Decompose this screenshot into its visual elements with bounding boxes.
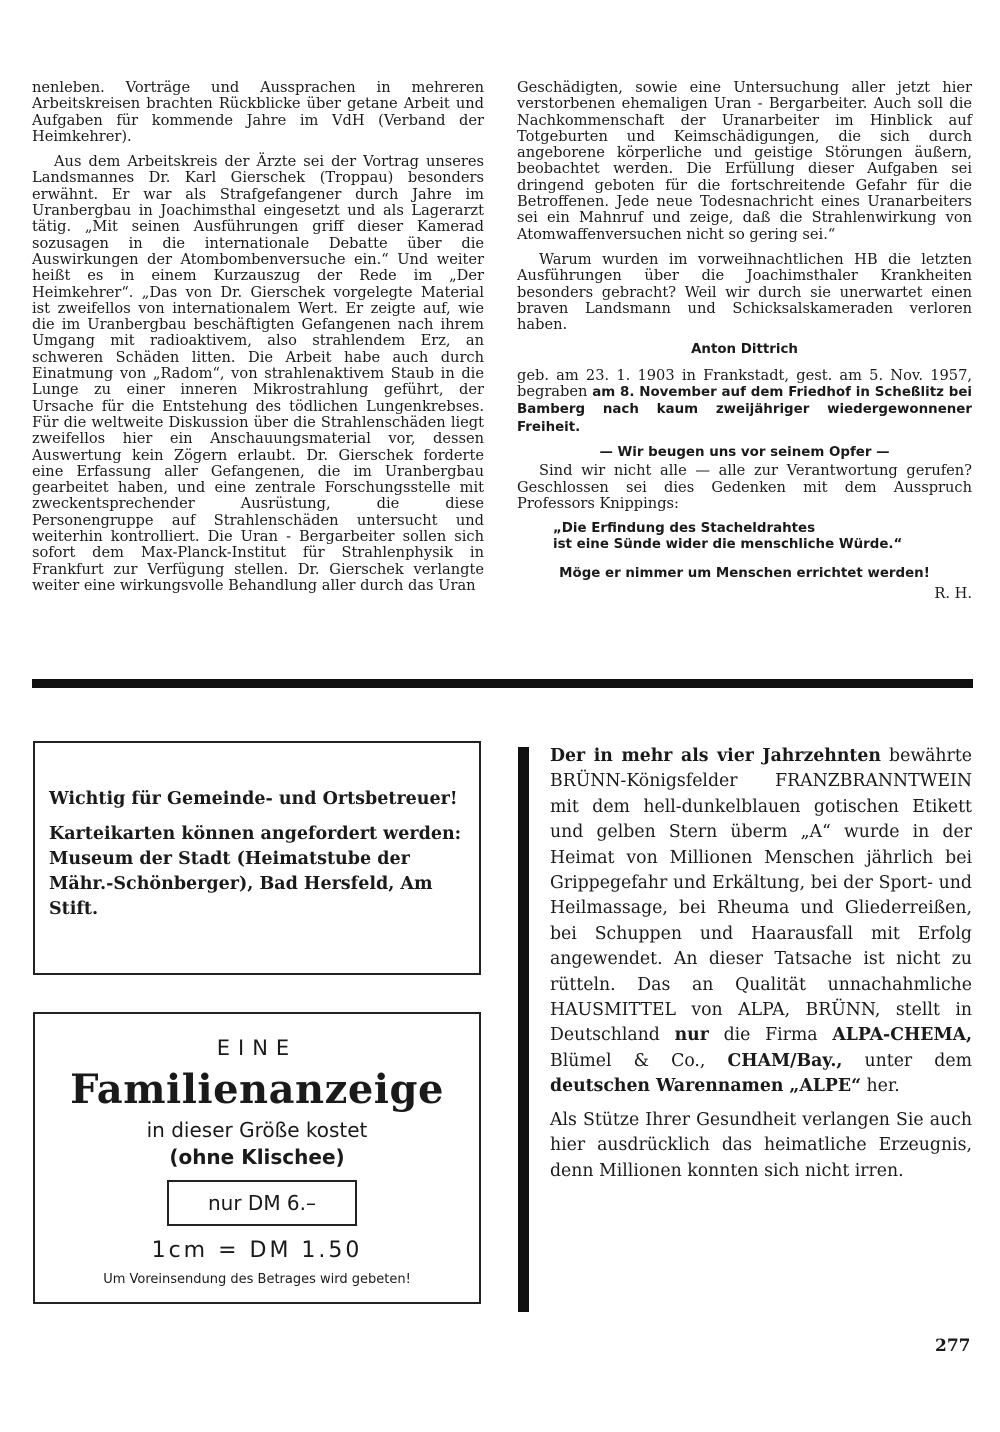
closing-line: Möge er nimmer um Menschen errichtet werden! <box>559 565 930 581</box>
brandy-ad-text: Der in mehr als vier Jahrzehnten bewährte BRÜNN-Königsfelder FRANZBRANNTWEIN mit dem hell-dunkelblauen gotischen Etikett und gelben Stern überm „A“ wurde in der Heimat von Millionen Menschen jährlich bei Grippegefahr und Erkältung, bei der Sport- und Heilmassage, bei Rheuma und Gliederreißen, bei Schuppen und Haarausfall mit Erfolg angewendet. An dieser Tatsache ist nicht zu rütteln. Das an Qualität unnachahmliche HAUSMITTEL von ALPA, BRÜNN, stellt in Deutschland nur die Firma ALPA-CHEMA, Blümel & Co., CHAM/Bay., unter dem deutschen Warennamen „ALPE“ her. <box>550 746 972 1097</box>
article-paragraph: Sind wir nicht alle — alle zur Verantwortung gerufen? Geschlossen sei dies Gedenken mit dem Ausspruch Professors Knippings: <box>517 462 972 512</box>
ad-rate: 1cm = DM 1.50 <box>151 1238 363 1263</box>
obituary-dates: geb. am 23. 1. 1903 in Frankstadt, gest. am 5. Nov. 1957, begraben <box>517 366 972 401</box>
quote-line: ist eine Sünde wider die menschliche Würde.“ <box>553 537 903 553</box>
article-paragraph: Warum wurden im vorweihnachtlichen HB die letzten Ausführungen über die Joachimsthaler Krankheiten besonders gebracht? Weil wir durch sie unerwartet einen braven Landsmann und Schicksalskameraden verloren haben. <box>517 250 972 334</box>
section-divider-rule <box>32 679 973 688</box>
brandy-ad-closing: Als Stütze Ihrer Gesundheit verlangen Sie auch hier ausdrücklich das heimatliche Erzeugnis, denn Millionen konnten sich nicht irren. <box>550 1109 972 1181</box>
obituary-name: Anton Dittrich <box>691 342 798 358</box>
ad-no-cliche: (ohne Klischee) <box>169 1145 345 1169</box>
notice-heading: Wichtig für Gemeinde- und Ortsbetreuer! <box>49 789 458 809</box>
family-ad-box <box>33 1012 481 1304</box>
ad-price-box <box>167 1180 357 1226</box>
brandy-ad-lead: Der in mehr als vier Jahrzehnten <box>550 746 881 766</box>
notice-box <box>33 741 481 975</box>
article-paragraph: nenleben. Vorträge und Aussprachen in mehreren Arbeitskreisen brachten Rückblicke über getane Arbeit und Aufgaben für kommende Jahre im VdH (Verband der Heimkehrer). <box>32 79 484 145</box>
brandy-ad <box>550 744 972 1192</box>
article-paragraph: Aus dem Arbeitskreis der Ärzte sei der Vortrag unseres Landsmannes Dr. Karl Gierschek (Troppau) besonders erwähnt. Er war als Strafgefangener durch Jahre im Uranbergbau in Joachimsthal eingesetzt und als Lagerarzt tätig. „Mit seinen Ausführungen griff dieser Kamerad sozusagen in die internationale Debatte über die Auswirkungen der Atombombenversuche ein.“ Und weiter heißt es in einem Kurzauszug der Rede im „Der Heimkehrer“. „Das von Dr. Gierschek vorgelegte Material ist zweifellos von internationalem Wert. Er zeigte auf, wie die im Uranbergbau beschäftigten Gefangenen nach ihrem Umgang mit radioaktivem, also strahlendem Erz, an schweren Schäden litten. Die Arbeit habe auch durch Einatmung von „Radom“, von strahlenaktivem Staub in die Lunge zu einer inneren Mikrostrahlung geführt, der Ursache für die Entstehung des tödlichen Lungenkrebses. Für die weltweite Diskussion über die Strahlenschäden liegt zweifellos hier ein Anschauungsmaterial vor, dessen Auswertung kein Zögern erlaubt. Dr. Gierschek forderte eine Erfassung aller Gefangenen, die im Uranbergbau gearbeitet haben, und eine zentrale Forschungsstelle mit zweckentsprechender Ausrüstung, die diese Personengruppe auf Strahlenschäden untersucht und weiterhin kontrolliert. Die Uran - Bergarbeiter sollen sich sofort dem Max-Planck-Institut für Strahlenphysik in Frankfurt zur Verfügung stellen. Dr. Gierschek verlangte weiter eine wirkungsvolle Behandlung aller durch das Uran <box>32 153 484 594</box>
quote-line: „Die Erfindung des Stacheldrahtes <box>553 521 816 537</box>
ad-note: Um Voreinsendung des Betrages wird gebeten! <box>103 1272 411 1287</box>
ad-accent-bar <box>518 747 529 1312</box>
ad-eine: EINE <box>216 1036 298 1060</box>
mourning-line: — Wir beugen uns vor seinem Opfer — <box>599 444 890 460</box>
ad-price: nur DM 6.– <box>207 1191 317 1215</box>
page-number: 277 <box>935 1336 971 1356</box>
notice-text: Karteikarten können angefordert werden: Museum der Stadt (Heimatstube der Mähr.-Schönberger), Bad Hersfeld, Am Stift. <box>49 824 462 919</box>
ad-title: Familienanzeige <box>70 1066 444 1113</box>
signature: R. H. <box>934 585 972 603</box>
right-article-column <box>517 80 972 611</box>
left-article-column <box>32 80 484 603</box>
ad-size-text: in dieser Größe kostet <box>146 1118 368 1142</box>
article-paragraph: Geschädigten, sowie eine Untersuchung aller jetzt hier verstorbenen ehemaligen Uran - Bergarbeiter. Auch soll die Nachkommenschaft der Uranarbeiter im Hinblick auf Totgeburten und Keimschädigungen, die sich durch angeborene körperliche und geistige Störungen äußern, beobachtet werden. Die Erfüllung dieser Aufgaben sei dringend geboten für die fortschreitende Gefahr für die Betroffenen. Jede neue Todesnachricht eines Uranarbeiters sei ein Mahnruf und zeige, daß die Strahlenwirkung von Atomwaffenversuchen nicht so gering sei.“ <box>517 79 972 243</box>
obituary-text <box>517 368 972 436</box>
obituary-burial: am 8. November auf dem Friedhof in Scheßlitz bei Bamberg nach kaum zweijähriger wiedergewonnener Freiheit. <box>517 385 972 435</box>
